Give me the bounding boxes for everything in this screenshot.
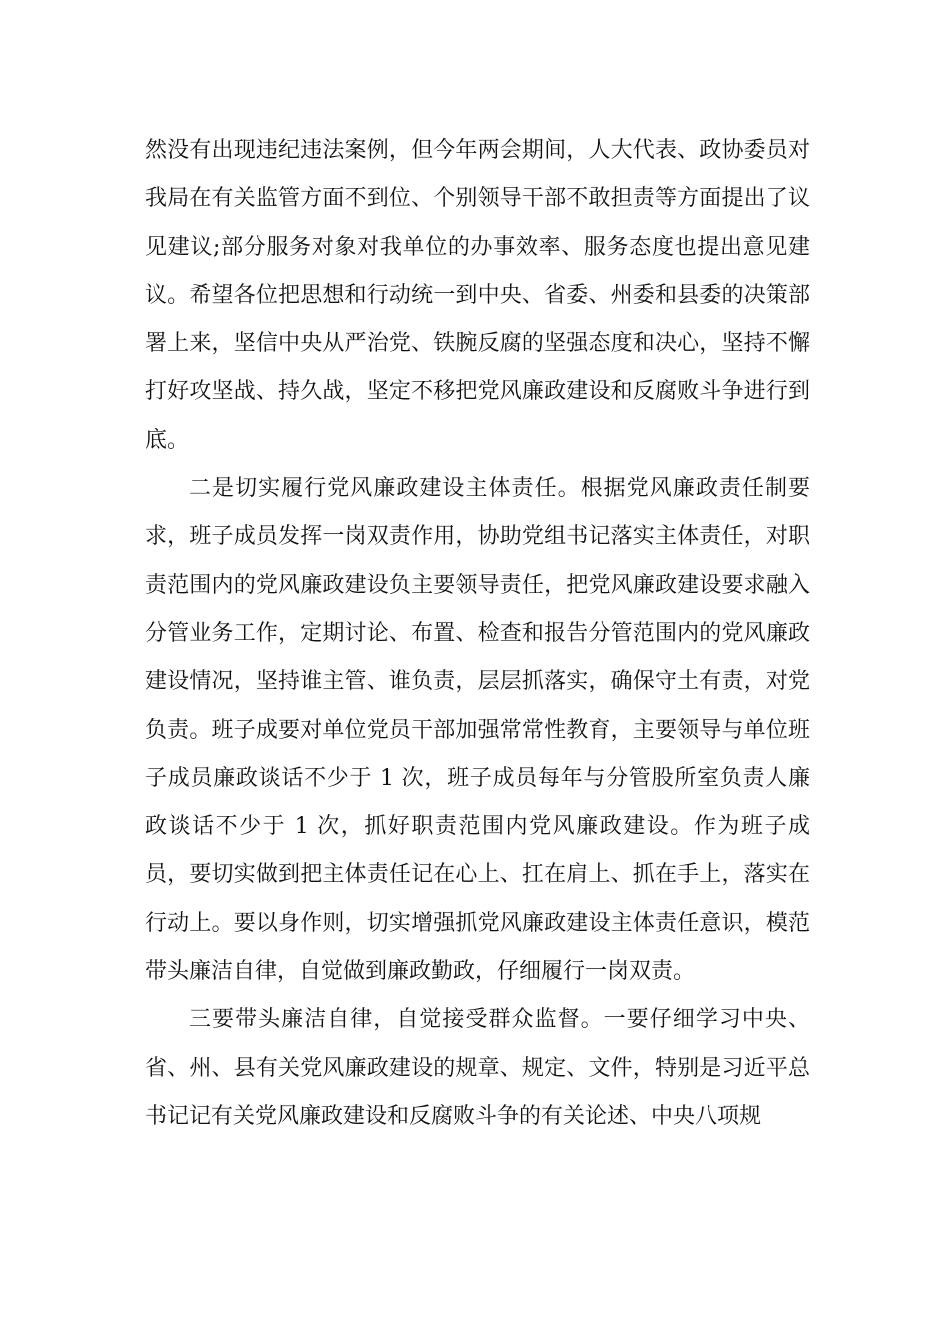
paragraph-self-discipline: 三要带头廉洁自律，自觉接受群众监督。一要仔细学习中央、省、州、县有关党风廉政建设的规章、规定、文件，特别是习近平总书记记有关党风廉政建设和反腐败斗争的有关论述、中央八项规 — [145, 1007, 810, 1129]
document-page — [145, 127, 810, 1141]
paragraph-continuation: 然没有出现违纪违法案例，但今年两会期间，人大代表、政协委员对我局在有关监管方面不到位、个别领导干部不敢担责等方面提出了议见建议;部分服务对象对我单位的办事效率、服务态度也提出意见建议。希望各位把思想和行动统一到中央、省委、州委和县委的决策部署上来，坚信中央从严治党、铁腕反腐的坚强态度和决心，坚持不懈打好攻坚战、持久战，坚定不移把党风廉政建设和反腐败斗争进行到底。 — [145, 138, 810, 453]
paragraph-main-responsibility: 二是切实履行党风廉政建设主体责任。根据党风廉政责任制要求，班子成员发挥一岗双责作用，协助党组书记落实主体责任，对职责范围内的党风廉政建设负主要领导责任，把党风廉政建设要求融入分管业务工作，定期讨论、布置、检查和报告分管范围内的党风廉政建设情况，坚持谁主管、谁负责，层层抓落实，确保守土有责，对党负责。班子成要对单位党员干部加强常常性教育，主要领导与单位班子成员廉政谈话不少于 1 次，班子成员每年与分管股所室负责人廉政谈话不少于 1 次，抓好职责范围内党风廉政建设。作为班子成员，要切实做到把主体责任记在心上、扛在肩上、抓在手上，落实在行动上。要以身作则，切实增强抓党风廉政建设主体责任意识，模范带头廉洁自律，自觉做到廉政勤政，仔细履行一岗双责。 — [145, 476, 810, 985]
